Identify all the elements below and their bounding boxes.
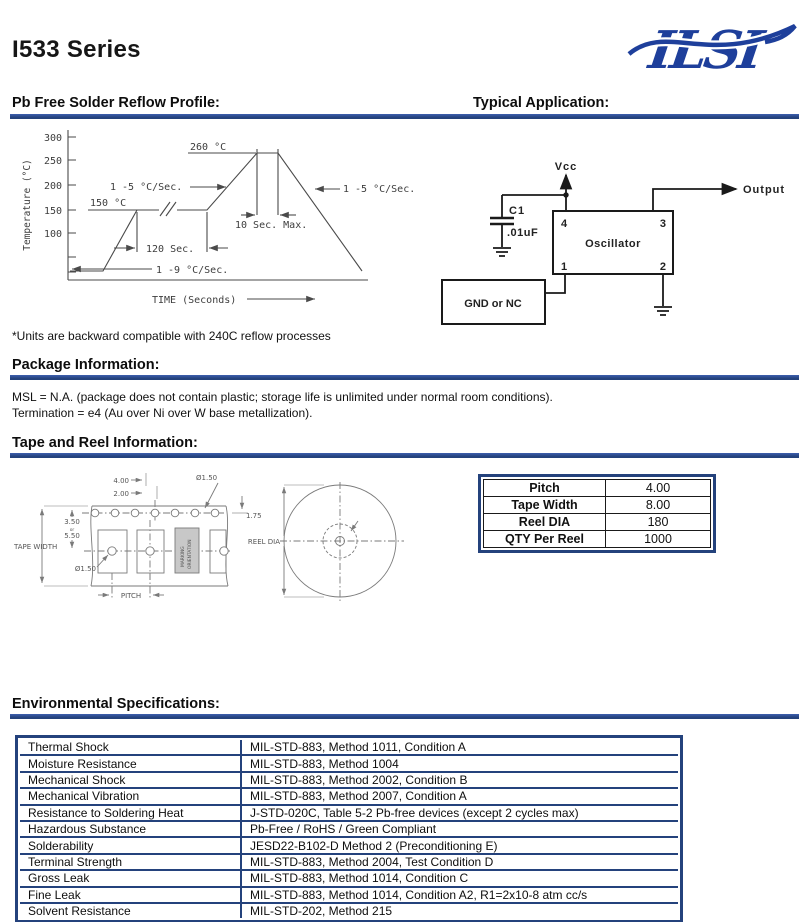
preheat-time-label: 120 Sec. [146, 244, 195, 255]
or-label: or [69, 528, 75, 533]
spec-value-cell: 180 [606, 514, 711, 531]
table-row [484, 480, 711, 497]
table-row [20, 854, 678, 870]
dia-top-label: Ø1.50 [196, 474, 218, 482]
table-row [20, 887, 678, 903]
tape-width-label: TAPE WIDTH [14, 543, 58, 551]
spec-name-cell: Gross Leak [20, 870, 241, 886]
spec-value-cell: 1000 [606, 531, 711, 548]
ground-symbol-pin2 [654, 307, 672, 315]
spec-value-cell: JESD22-B102-D Method 2 (Preconditioning E) [241, 837, 678, 853]
reflow-heading: Pb Free Solder Reflow Profile: [12, 95, 220, 111]
peak-temp-label: 260 °C [190, 142, 227, 153]
c1-label: C1 [509, 205, 526, 217]
blue-rule [10, 714, 799, 719]
pocket-center-hole [220, 547, 228, 555]
pin1-label: 1 [561, 261, 568, 273]
ilsi-logo [627, 12, 799, 82]
spec-name-cell: Resistance to Soldering Heat [20, 805, 241, 821]
blue-rule [10, 453, 799, 458]
spec-value-cell: MIL-STD-883, Method 1004 [241, 755, 678, 771]
spec-value-cell: Pb-Free / RoHS / Green Compliant [241, 821, 678, 837]
dim-175-label: 1.75 [246, 512, 262, 520]
table-row [20, 772, 678, 788]
spec-value-cell: MIL-STD-883, Method 2002, Condition B [241, 772, 678, 788]
tape-torn-left [91, 506, 93, 586]
spec-name-cell: Mechanical Shock [20, 772, 241, 788]
reflow-profile-chart [10, 124, 448, 319]
spec-name-cell: Fine Leak [20, 887, 241, 903]
y-tick-200: 200 [43, 181, 62, 192]
msl-line: MSL = N.A. (package does not contain plastic; storage life is unlimited under normal room conditions). [12, 390, 553, 404]
spec-value-cell: 8.00 [606, 497, 711, 514]
ramp-up-rate-label: 1 -5 °C/Sec. [110, 182, 183, 193]
spec-name-cell: Pitch [484, 480, 606, 497]
vcc-label: Vcc [554, 161, 578, 173]
table-row [20, 755, 678, 771]
pitch-label: PITCH [120, 592, 142, 600]
c1-value-label: .01uF [507, 227, 539, 239]
y-tick-250: 250 [43, 156, 62, 167]
ground-symbol-c1 [493, 248, 511, 256]
y-axis-label: Temperature (°C) [22, 159, 33, 251]
x-axis-label: TIME (Seconds) [152, 295, 237, 306]
y-tick-150: 150 [43, 206, 62, 217]
spec-name-cell: Hazardous Substance [20, 821, 241, 837]
table-row [20, 903, 678, 918]
dim-550-label: 5.50 [64, 532, 80, 540]
spec-name-cell: Moisture Resistance [20, 755, 241, 771]
package-information-body [10, 390, 799, 421]
sprocket-hole [151, 509, 159, 517]
dim-400-label: 4.00 [113, 477, 129, 485]
spec-name-cell: Terminal Strength [20, 854, 241, 870]
spec-name-cell: QTY Per Reel [484, 531, 606, 548]
table-row [20, 870, 678, 886]
spec-value-cell: MIL-STD-202, Method 215 [250, 904, 393, 919]
spec-name-cell: Solderability [20, 837, 241, 853]
typical-application-circuit [440, 119, 809, 327]
blue-rule [10, 375, 799, 380]
marking-label-2: ORIENTATION [188, 539, 193, 569]
logo-text: ILSI [645, 20, 765, 81]
oscillator-label: Oscillator [585, 238, 641, 250]
table-row [20, 821, 678, 837]
sprocket-hole [211, 509, 219, 517]
table-row [484, 514, 711, 531]
dim-350-label: 3.50 [64, 518, 80, 526]
marking-label-1: MARKING [181, 546, 186, 567]
pocket-center-hole [108, 547, 116, 555]
table-row [20, 788, 678, 804]
spec-value-cell: MIL-STD-883, Method 1011, Condition A [241, 740, 678, 755]
sprocket-hole [91, 509, 99, 517]
tape-reel-table [483, 479, 711, 548]
environmental-table-frame [15, 735, 683, 922]
dia-bottom-leader [97, 555, 108, 567]
spec-name-cell: Solvent Resistance [20, 903, 241, 918]
junction-dot [563, 192, 568, 197]
table-row [20, 805, 678, 821]
tape-reel-row [10, 466, 799, 628]
tape-reel-table-frame [478, 474, 716, 553]
initial-ramp-rate-label: 1 -9 °C/Sec. [156, 265, 229, 276]
spec-value-cell: MIL-STD-883, Method 2007, Condition A [241, 788, 678, 804]
section-heading-row [10, 95, 799, 112]
sprocket-hole [111, 509, 119, 517]
y-tick-100: 100 [43, 229, 62, 240]
typical-application-heading: Typical Application: [473, 95, 610, 111]
pin3-label: 3 [659, 218, 666, 230]
pin1-wire [545, 274, 565, 293]
table-row [484, 497, 711, 514]
spec-name-cell: Thermal Shock [20, 740, 241, 755]
pocket-center-hole [146, 547, 154, 555]
environmental-heading: Environmental Specifications: [12, 696, 220, 712]
table-row [20, 837, 678, 853]
spec-value-cell: 4.00 [606, 480, 711, 497]
gnd-nc-label: GND or NC [464, 298, 522, 310]
dim-200-label: 2.00 [113, 490, 129, 498]
package-information-heading: Package Information: [12, 357, 160, 373]
preheat-temp-label: 150 °C [90, 198, 127, 209]
sprocket-hole [171, 509, 179, 517]
cool-down-rate-label: 1 -5 °C/Sec. [343, 184, 416, 195]
pin4-label: 4 [561, 218, 568, 230]
spec-value-cell: MIL-STD-883, Method 1014, Condition C [241, 870, 678, 886]
spec-value-cell: MIL-STD-883, Method 1014, Condition A2, R1=2x10-8 atm cc/s [241, 887, 678, 903]
tape-reel-heading: Tape and Reel Information: [12, 435, 198, 451]
reflow-profile-line [70, 153, 362, 271]
tape-outline-group [42, 473, 404, 602]
environmental-table [20, 740, 678, 918]
termination-line: Termination = e4 (Au over Ni over W base metallization). [12, 405, 313, 420]
output-wire [653, 189, 736, 211]
spec-name-cell: Reel DIA [484, 514, 606, 531]
profile-and-circuit-row [10, 119, 799, 324]
pin2-label: 2 [659, 261, 666, 273]
dim-ticks [146, 473, 157, 499]
peak-dimension-lines [257, 149, 278, 215]
table-row [484, 531, 711, 548]
output-label: Output [743, 184, 786, 196]
sprocket-hole [131, 509, 139, 517]
spec-name-cell: Tape Width [484, 497, 606, 514]
spec-name-cell: Mechanical Vibration [20, 788, 241, 804]
dia-bottom-label: Ø1.50 [74, 565, 96, 573]
dia-top-leader [205, 483, 218, 508]
sprocket-hole [191, 509, 199, 517]
peak-time-label: 10 Sec. Max. [235, 220, 308, 231]
spec-value-cell: MIL-STD-883, Method 2004, Test Condition D [241, 854, 678, 870]
y-tick-300: 300 [43, 133, 62, 144]
y-axis-ticks [68, 137, 76, 272]
capacitor-plates [490, 218, 514, 224]
reflow-footnote: *Units are backward compatible with 240C reflow processes [12, 329, 331, 343]
pocket-marking [175, 528, 199, 573]
spec-value-cell: J-STD-020C, Table 5-2 Pb-free devices (except 2 cycles max) [241, 805, 678, 821]
tape-reel-drawing [12, 466, 432, 614]
table-row [20, 740, 678, 755]
reel-dia-label: REEL DIA [247, 538, 280, 546]
page-title: I533 Series [12, 36, 141, 63]
reel-hub-leader [351, 521, 358, 531]
